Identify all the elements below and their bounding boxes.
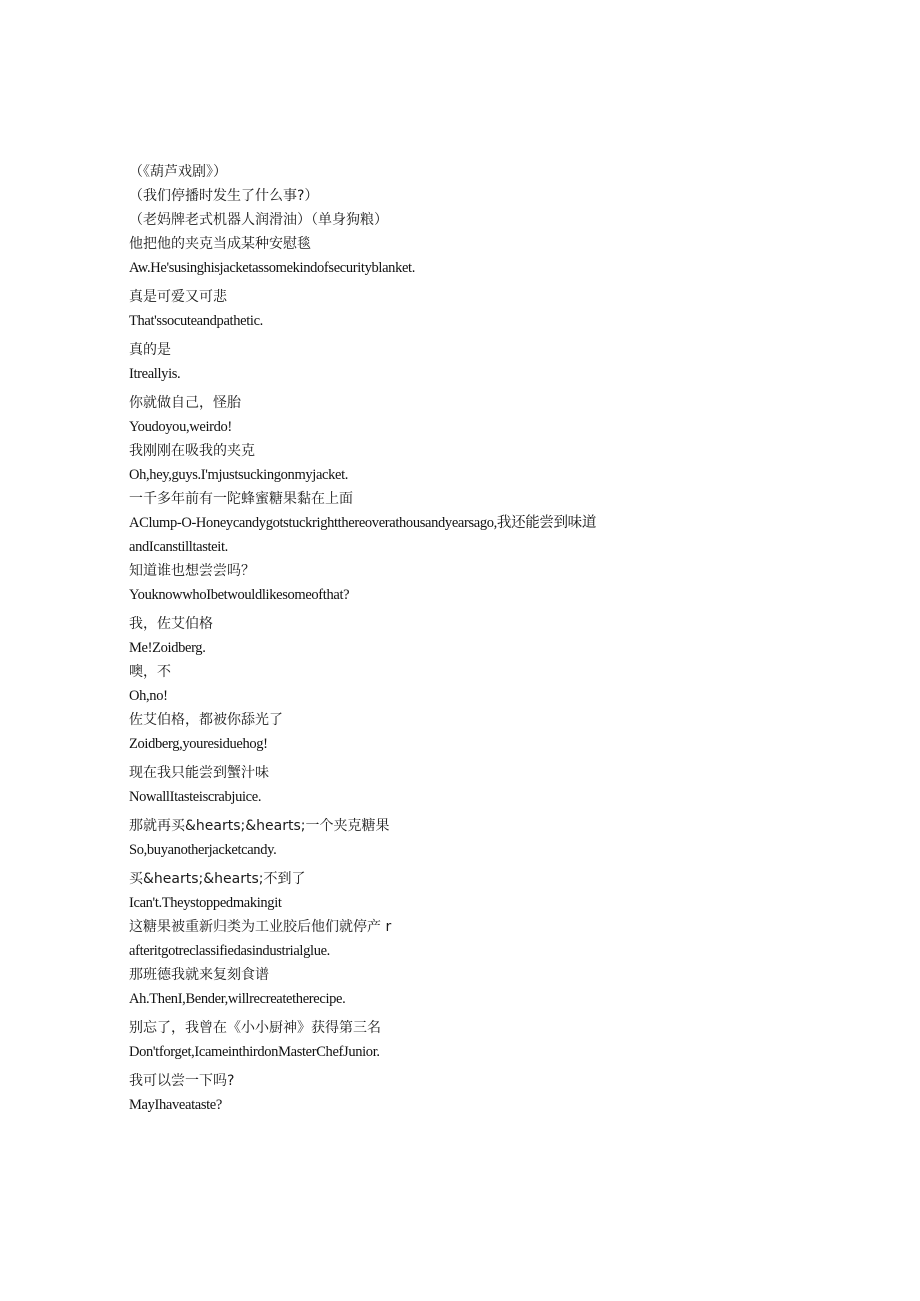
subtitle-line-english: Ah.ThenI,Bender,willrecreatetherecipe.	[129, 991, 346, 1007]
subtitle-line-chinese: 别忘了，我曾在《小小厨神》获得第三名	[129, 1020, 381, 1036]
subtitle-line-chinese: 真是可爱又可悲	[129, 289, 227, 305]
subtitle-line-english: Oh,no!	[129, 688, 168, 704]
subtitle-line-chinese: 现在我只能尝到蟹汁味	[129, 765, 269, 781]
subtitle-line-chinese: 这糖果被重新归类为工业胶后他们就停产 r	[129, 919, 392, 935]
subtitle-line-chinese: 噢，不	[129, 664, 171, 680]
subtitle-line-english: AClump-O-Honeycandygotstuckrightthereoverathousandyearsago,我还能尝到味道	[129, 515, 596, 531]
subtitle-line-chinese: 一千多年前有一陀蜂蜜糖果黏在上面	[129, 491, 353, 507]
subtitle-line-chinese: 我可以尝一下吗?	[129, 1073, 235, 1089]
subtitle-line-english: afteritgotreclassifiedasindustrialglue.	[129, 943, 330, 959]
subtitle-line-chinese: 真的是	[129, 342, 171, 358]
subtitle-line-chinese: 知道谁也想尝尝吗？	[129, 563, 255, 579]
subtitle-line-english: Zoidberg,youresiduehog!	[129, 736, 268, 752]
subtitle-line-chinese: 我，佐艾伯格	[129, 616, 213, 632]
subtitle-line-chinese: 他把他的夹克当成某种安慰毯	[129, 236, 311, 252]
subtitle-line-chinese: 买&hearts;&hearts;不到了	[129, 871, 306, 887]
subtitle-line-english: NowallItasteiscrabjuice.	[129, 789, 262, 805]
subtitle-line-english: Don'tforget,IcameinthirdonMasterChefJunior.	[129, 1044, 380, 1060]
subtitle-line-chinese: （我们停播时发生了什么事?）	[129, 188, 319, 204]
subtitle-line-english: MayIhaveataste?	[129, 1097, 222, 1113]
subtitle-line-english: Itreallyis.	[129, 366, 181, 382]
subtitle-transcript	[129, 163, 889, 1114]
subtitle-line-english: Youdoyou,weirdo!	[129, 419, 232, 435]
subtitle-line-chinese: 佐艾伯格，都被你舔光了	[129, 712, 283, 728]
subtitle-line-english: YouknowwhoIbetwouldlikesomeofthat?	[129, 587, 350, 603]
subtitle-line-english: Ican't.Theystoppedmakingit	[129, 895, 282, 911]
subtitle-line-chinese: （《葫芦戏剧》）	[129, 164, 227, 180]
subtitle-line-chinese: 你就做自己，怪胎	[129, 395, 241, 411]
subtitle-line-english: That'ssocuteandpathetic.	[129, 313, 263, 329]
subtitle-line-chinese: 我刚刚在吸我的夹克	[129, 443, 255, 459]
subtitle-line-chinese: 那就再买&hearts;&hearts;一个夹克糖果	[129, 818, 390, 834]
subtitle-line-english: andIcanstilltasteit.	[129, 539, 228, 555]
subtitle-line-english: Oh,hey,guys.I'mjustsuckingonmyjacket.	[129, 467, 349, 483]
subtitle-line-english: Aw.He'susinghisjacketassomekindofsecurityblanket.	[129, 260, 416, 276]
subtitle-line-chinese: 那班德我就来复刻食谱	[129, 967, 269, 983]
subtitle-line-chinese: （老妈牌老式机器人润滑油）（单身狗粮）	[129, 212, 388, 228]
subtitle-line-english: Me!Zoidberg.	[129, 640, 206, 656]
subtitle-line-english: So,buyanotherjacketcandy.	[129, 842, 277, 858]
